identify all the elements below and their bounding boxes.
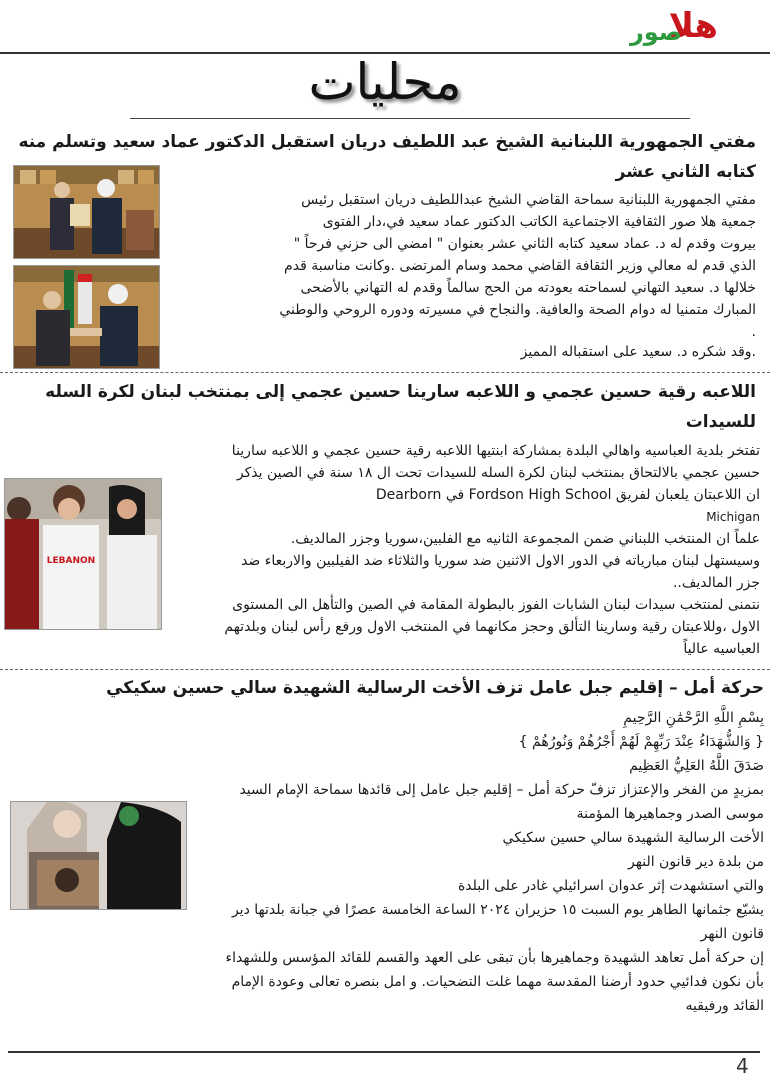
- article-3-line: والتي استشهدت إثر عدوان اسرائيلي غادر على البلدة: [457, 878, 764, 894]
- article-2-line: علماً ان المنتخب اللبناني ضمن المجموعة الثانيه مع الفلبين،سوريا وجزر المالديف.: [290, 531, 760, 547]
- article-2-line: تفتخر بلدية العباسيه واهالي البلدة بمشاركة ابنتيها اللاعبه رقية حسين عجمي و اللاعبه سارينا: [231, 443, 760, 459]
- article-1-line: مفتي الجمهورية اللبنانية سماحة القاضي الشيخ عبداللطيف دريان استقبل رئيس: [301, 192, 756, 208]
- article-3-line: من بلدة دير قانون النهر: [628, 854, 764, 870]
- article-3-body: [120, 706, 764, 1018]
- article-1-line: .وقد شكره د. سعيد على استقباله المميز: [520, 344, 756, 360]
- article-3-line: القائد ورفيقيه: [685, 998, 764, 1014]
- article-3-line: بمزيدٍ من الفخر والإعتزاز تزفّ حركة أمل – إقليم جبل عامل إلى قائدها سماحة الإمام السيد: [239, 782, 764, 798]
- article-1-headline-line-2: كتابه الثاني عشر: [615, 162, 756, 182]
- title-underline: [130, 118, 690, 119]
- article-2-line: وسيستهل لبنان مبارياته في الدور الاول الاثنين ضد سوريا والثلاثاء ضد الفيلبين والاربعاء ضد: [241, 553, 760, 569]
- article-2-photo: [4, 478, 162, 630]
- article-3-line: موسى الصدر وجماهيرها المؤمنة: [576, 806, 764, 822]
- article-3-line: بِسْمِ اللَّهِ الرَّحْمَٰنِ الرَّحِيمِ: [623, 710, 764, 726]
- article-2-body: [166, 440, 760, 660]
- article-1-body: [166, 189, 756, 363]
- article-3-line: الأخت الرسالية الشهيدة سالي حسين سكيكي: [502, 830, 764, 846]
- article-2-line: جزر المالديف..: [672, 575, 760, 591]
- page-number: 4: [736, 1054, 749, 1078]
- article-1-line: المبارك متمنيا له دوام الصحة والعافية. والنجاح في مسيرته ودوره الروحي والوطني: [279, 302, 756, 318]
- article-2-line: الاول ،وللاعبتان رقية وسارينا التألق وحجز مكانهما في المنتخب الاول ورفع رأس لبنان وبلدتهم: [224, 619, 760, 635]
- article-3-line: يشيّع جثمانها الطاهر يوم السبت ١٥ حزيران ٢٠٢٤ الساعة الخامسة عصرًا في جبانة بلدتها دير: [231, 902, 764, 918]
- article-3-line: إن حركة أمل تعاهد الشهيدة وجماهيرها بأن تبقى على العهد والقسم للقائد المؤسس وللشهداء: [225, 950, 764, 966]
- section-title: محليات: [308, 53, 462, 111]
- article-2-line: ان اللاعبتان يلعبان لفريق Fordson High School في Dearborn: [375, 487, 760, 503]
- logo-hala: هلا: [668, 6, 718, 46]
- article-3-line: { وَالشُّهَدَاءُ عِنْدَ رَبِّهِمْ لَهُمْ أَجْرُهُمْ وَنُورُهُمْ }: [518, 734, 764, 750]
- article-1-line: .: [751, 324, 756, 340]
- article-1-photo-2: [13, 265, 160, 369]
- article-1-line: بيروت وقدم له د. عماد سعيد كتابه الثاني عشر بعنوان " امضي الى حزني فرحاً ": [293, 236, 756, 252]
- jersey-text: LEBANON: [46, 556, 96, 566]
- article-1-line: جمعية هلا صور الثقافية الاجتماعية الكاتب الدكتور عماد سعيد في،دار الفتوى: [322, 214, 756, 230]
- article-2-headline: [8, 377, 756, 437]
- article-1-photo-1: [13, 165, 160, 259]
- article-3-headline: حركة أمل – إقليم جبل عامل تزف الأخت الرسالية الشهيدة سالي حسين سكيكي: [106, 678, 764, 698]
- article-2-line: Michigan: [706, 510, 760, 524]
- divider-2: [0, 669, 770, 670]
- logo-sour: صور: [629, 18, 682, 46]
- article-3-line: صَدَقَ اللَّهُ العَلِيُّ العَظِيم: [629, 758, 764, 774]
- article-2-headline-line-2: للسيدات: [685, 412, 756, 432]
- article-2-line: حسين عجمي بالالتحاق بمنتخب لبنان لكرة السله للسيدات تحت ال ١٨ سنة في الصين يذكر: [236, 465, 760, 481]
- article-3-line: بأن نكون فدائيي حدود أرضنا المقدسة مهما غلت التضحيات. و امل بنصره تعالى وعودة الإمام: [231, 974, 764, 990]
- site-logo: [629, 4, 756, 52]
- article-2-headline-line-1: اللاعبه رقية حسين عجمي و اللاعبه سارينا حسين عجمي إلى بمنتخب لبنان لكرة السله: [45, 382, 756, 402]
- article-3-line: قانون النهر: [700, 926, 764, 942]
- article-2-line: نتمنى لمنتخب سيدات لبنان الشابات الفوز بالبطولة المقامة في الصين والتأهل الى المستوى: [232, 597, 760, 613]
- article-2-line: العباسيه عالياً: [683, 641, 760, 657]
- article-1-line: الذي قدم له معالي وزير الثقافة القاضي محمد وسام المرتضى .وكانت مناسبة قدم: [284, 258, 756, 274]
- article-1-headline-line-1: مفتي الجمهورية اللبنانية الشيخ عبد اللطيف دريان استقبل الدكتور عماد سعيد وتسلم منه: [18, 132, 756, 152]
- divider-1: [0, 372, 770, 373]
- article-1-line: خلالها د. سعيد التهاني لسماحته بعودته من الحج سالماً وقدم له التهاني بالأضحى: [300, 280, 756, 296]
- bottom-rule: [8, 1051, 760, 1053]
